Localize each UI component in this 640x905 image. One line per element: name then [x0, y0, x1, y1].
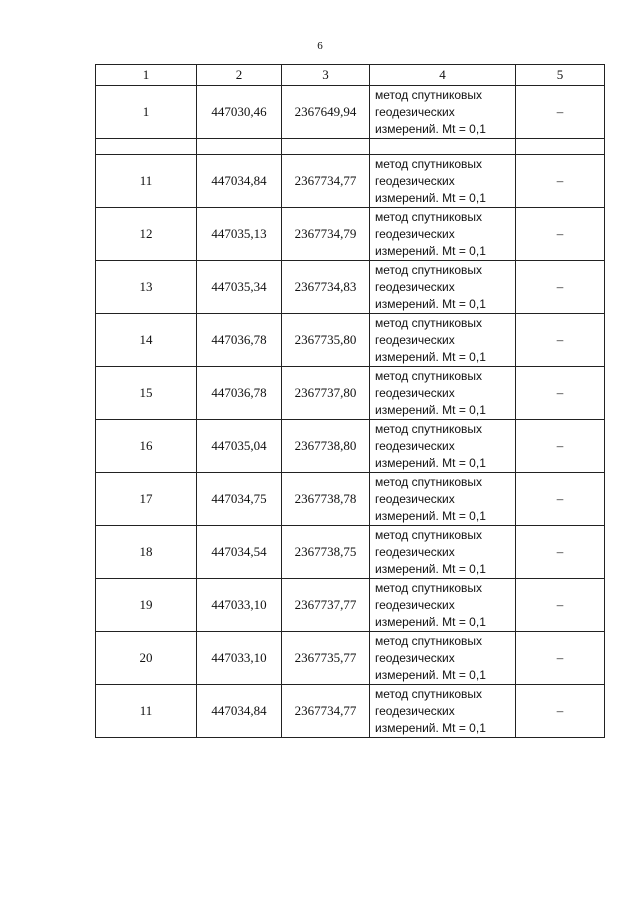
table-row	[96, 526, 605, 579]
point-number-cell: 15	[96, 367, 197, 420]
point-number-cell: 11	[96, 685, 197, 738]
note-cell: –	[516, 367, 605, 420]
x-coordinate-cell: 447034,84	[197, 155, 282, 208]
table-row	[96, 261, 605, 314]
method-cell	[370, 261, 516, 314]
method-cell	[370, 155, 516, 208]
x-coordinate-cell: 447036,78	[197, 367, 282, 420]
method-line: метод спутниковых	[375, 686, 483, 701]
method-cell	[370, 208, 516, 261]
table-row-blank	[96, 139, 605, 155]
note-cell: –	[516, 314, 605, 367]
note-cell: –	[516, 261, 605, 314]
note-cell: –	[516, 685, 605, 738]
method-line: измерений. Mt = 0,1	[375, 720, 486, 735]
method-line: измерений. Mt = 0,1	[375, 349, 486, 364]
table-row	[96, 86, 605, 139]
header-cell: 1	[96, 65, 197, 86]
method-line: измерений. Mt = 0,1	[375, 667, 486, 682]
y-coordinate-cell: 2367737,77	[282, 579, 370, 632]
method-cell	[370, 685, 516, 738]
y-coordinate-cell: 2367734,77	[282, 155, 370, 208]
blank-cell	[282, 139, 370, 155]
method-line: метод спутниковых	[375, 315, 483, 330]
coordinates-table	[95, 64, 605, 738]
x-coordinate-cell: 447035,13	[197, 208, 282, 261]
point-number-cell: 16	[96, 420, 197, 473]
method-line: метод спутниковых	[375, 368, 483, 383]
point-number-cell: 20	[96, 632, 197, 685]
y-coordinate-cell: 2367737,80	[282, 367, 370, 420]
method-line: геодезических	[375, 173, 455, 188]
method-line: метод спутниковых	[375, 262, 483, 277]
method-line: геодезических	[375, 544, 455, 559]
header-cell: 5	[516, 65, 605, 86]
note-cell: –	[516, 208, 605, 261]
page-number: 6	[317, 40, 323, 52]
x-coordinate-cell: 447034,54	[197, 526, 282, 579]
note-cell: –	[516, 632, 605, 685]
y-coordinate-cell: 2367734,79	[282, 208, 370, 261]
y-coordinate-cell: 2367738,75	[282, 526, 370, 579]
method-line: геодезических	[375, 279, 455, 294]
method-line: геодезических	[375, 226, 455, 241]
method-cell	[370, 420, 516, 473]
blank-cell	[370, 139, 516, 155]
note-cell: –	[516, 473, 605, 526]
method-line: измерений. Mt = 0,1	[375, 121, 486, 136]
x-coordinate-cell: 447030,46	[197, 86, 282, 139]
note-cell: –	[516, 155, 605, 208]
method-line: измерений. Mt = 0,1	[375, 243, 486, 258]
header-cell: 2	[197, 65, 282, 86]
method-line: измерений. Mt = 0,1	[375, 508, 486, 523]
method-cell	[370, 632, 516, 685]
header-cell: 3	[282, 65, 370, 86]
table-row	[96, 155, 605, 208]
method-line: геодезических	[375, 597, 455, 612]
method-line: геодезических	[375, 438, 455, 453]
y-coordinate-cell: 2367734,83	[282, 261, 370, 314]
table-row	[96, 208, 605, 261]
x-coordinate-cell: 447036,78	[197, 314, 282, 367]
method-line: метод спутниковых	[375, 633, 483, 648]
method-line: измерений. Mt = 0,1	[375, 402, 486, 417]
method-cell	[370, 473, 516, 526]
note-cell: –	[516, 420, 605, 473]
point-number-cell: 13	[96, 261, 197, 314]
point-number-cell: 1	[96, 86, 197, 139]
x-coordinate-cell: 447035,04	[197, 420, 282, 473]
table-row	[96, 420, 605, 473]
x-coordinate-cell: 447034,75	[197, 473, 282, 526]
blank-cell	[96, 139, 197, 155]
method-line: метод спутниковых	[375, 209, 483, 224]
x-coordinate-cell: 447033,10	[197, 579, 282, 632]
method-line: геодезических	[375, 332, 455, 347]
x-coordinate-cell: 447034,84	[197, 685, 282, 738]
method-line: геодезических	[375, 491, 455, 506]
method-line: метод спутниковых	[375, 421, 483, 436]
method-line: геодезических	[375, 650, 455, 665]
method-line: геодезических	[375, 385, 455, 400]
x-coordinate-cell: 447033,10	[197, 632, 282, 685]
method-line: геодезических	[375, 104, 455, 119]
header-cell: 4	[370, 65, 516, 86]
note-cell: –	[516, 86, 605, 139]
method-line: метод спутниковых	[375, 527, 483, 542]
method-cell	[370, 367, 516, 420]
point-number-cell: 12	[96, 208, 197, 261]
point-number-cell: 11	[96, 155, 197, 208]
method-line: измерений. Mt = 0,1	[375, 561, 486, 576]
note-cell: –	[516, 579, 605, 632]
y-coordinate-cell: 2367738,80	[282, 420, 370, 473]
method-cell	[370, 526, 516, 579]
method-cell	[370, 579, 516, 632]
x-coordinate-cell: 447035,34	[197, 261, 282, 314]
method-line: измерений. Mt = 0,1	[375, 190, 486, 205]
method-line: измерений. Mt = 0,1	[375, 296, 486, 311]
method-line: геодезических	[375, 703, 455, 718]
y-coordinate-cell: 2367734,77	[282, 685, 370, 738]
table-row	[96, 579, 605, 632]
method-cell	[370, 86, 516, 139]
point-number-cell: 17	[96, 473, 197, 526]
table-row	[96, 632, 605, 685]
note-cell: –	[516, 526, 605, 579]
y-coordinate-cell: 2367735,77	[282, 632, 370, 685]
point-number-cell: 18	[96, 526, 197, 579]
method-line: метод спутниковых	[375, 474, 483, 489]
table-row	[96, 314, 605, 367]
table-row	[96, 473, 605, 526]
blank-cell	[197, 139, 282, 155]
y-coordinate-cell: 2367735,80	[282, 314, 370, 367]
method-line: измерений. Mt = 0,1	[375, 455, 486, 470]
method-cell	[370, 314, 516, 367]
point-number-cell: 19	[96, 579, 197, 632]
table-row	[96, 685, 605, 738]
table-header-row	[96, 65, 605, 86]
y-coordinate-cell: 2367649,94	[282, 86, 370, 139]
method-line: измерений. Mt = 0,1	[375, 614, 486, 629]
point-number-cell: 14	[96, 314, 197, 367]
method-line: метод спутниковых	[375, 87, 483, 102]
table-row	[96, 367, 605, 420]
blank-cell	[516, 139, 605, 155]
table-body	[96, 86, 605, 738]
y-coordinate-cell: 2367738,78	[282, 473, 370, 526]
method-line: метод спутниковых	[375, 156, 483, 171]
method-line: метод спутниковых	[375, 580, 483, 595]
